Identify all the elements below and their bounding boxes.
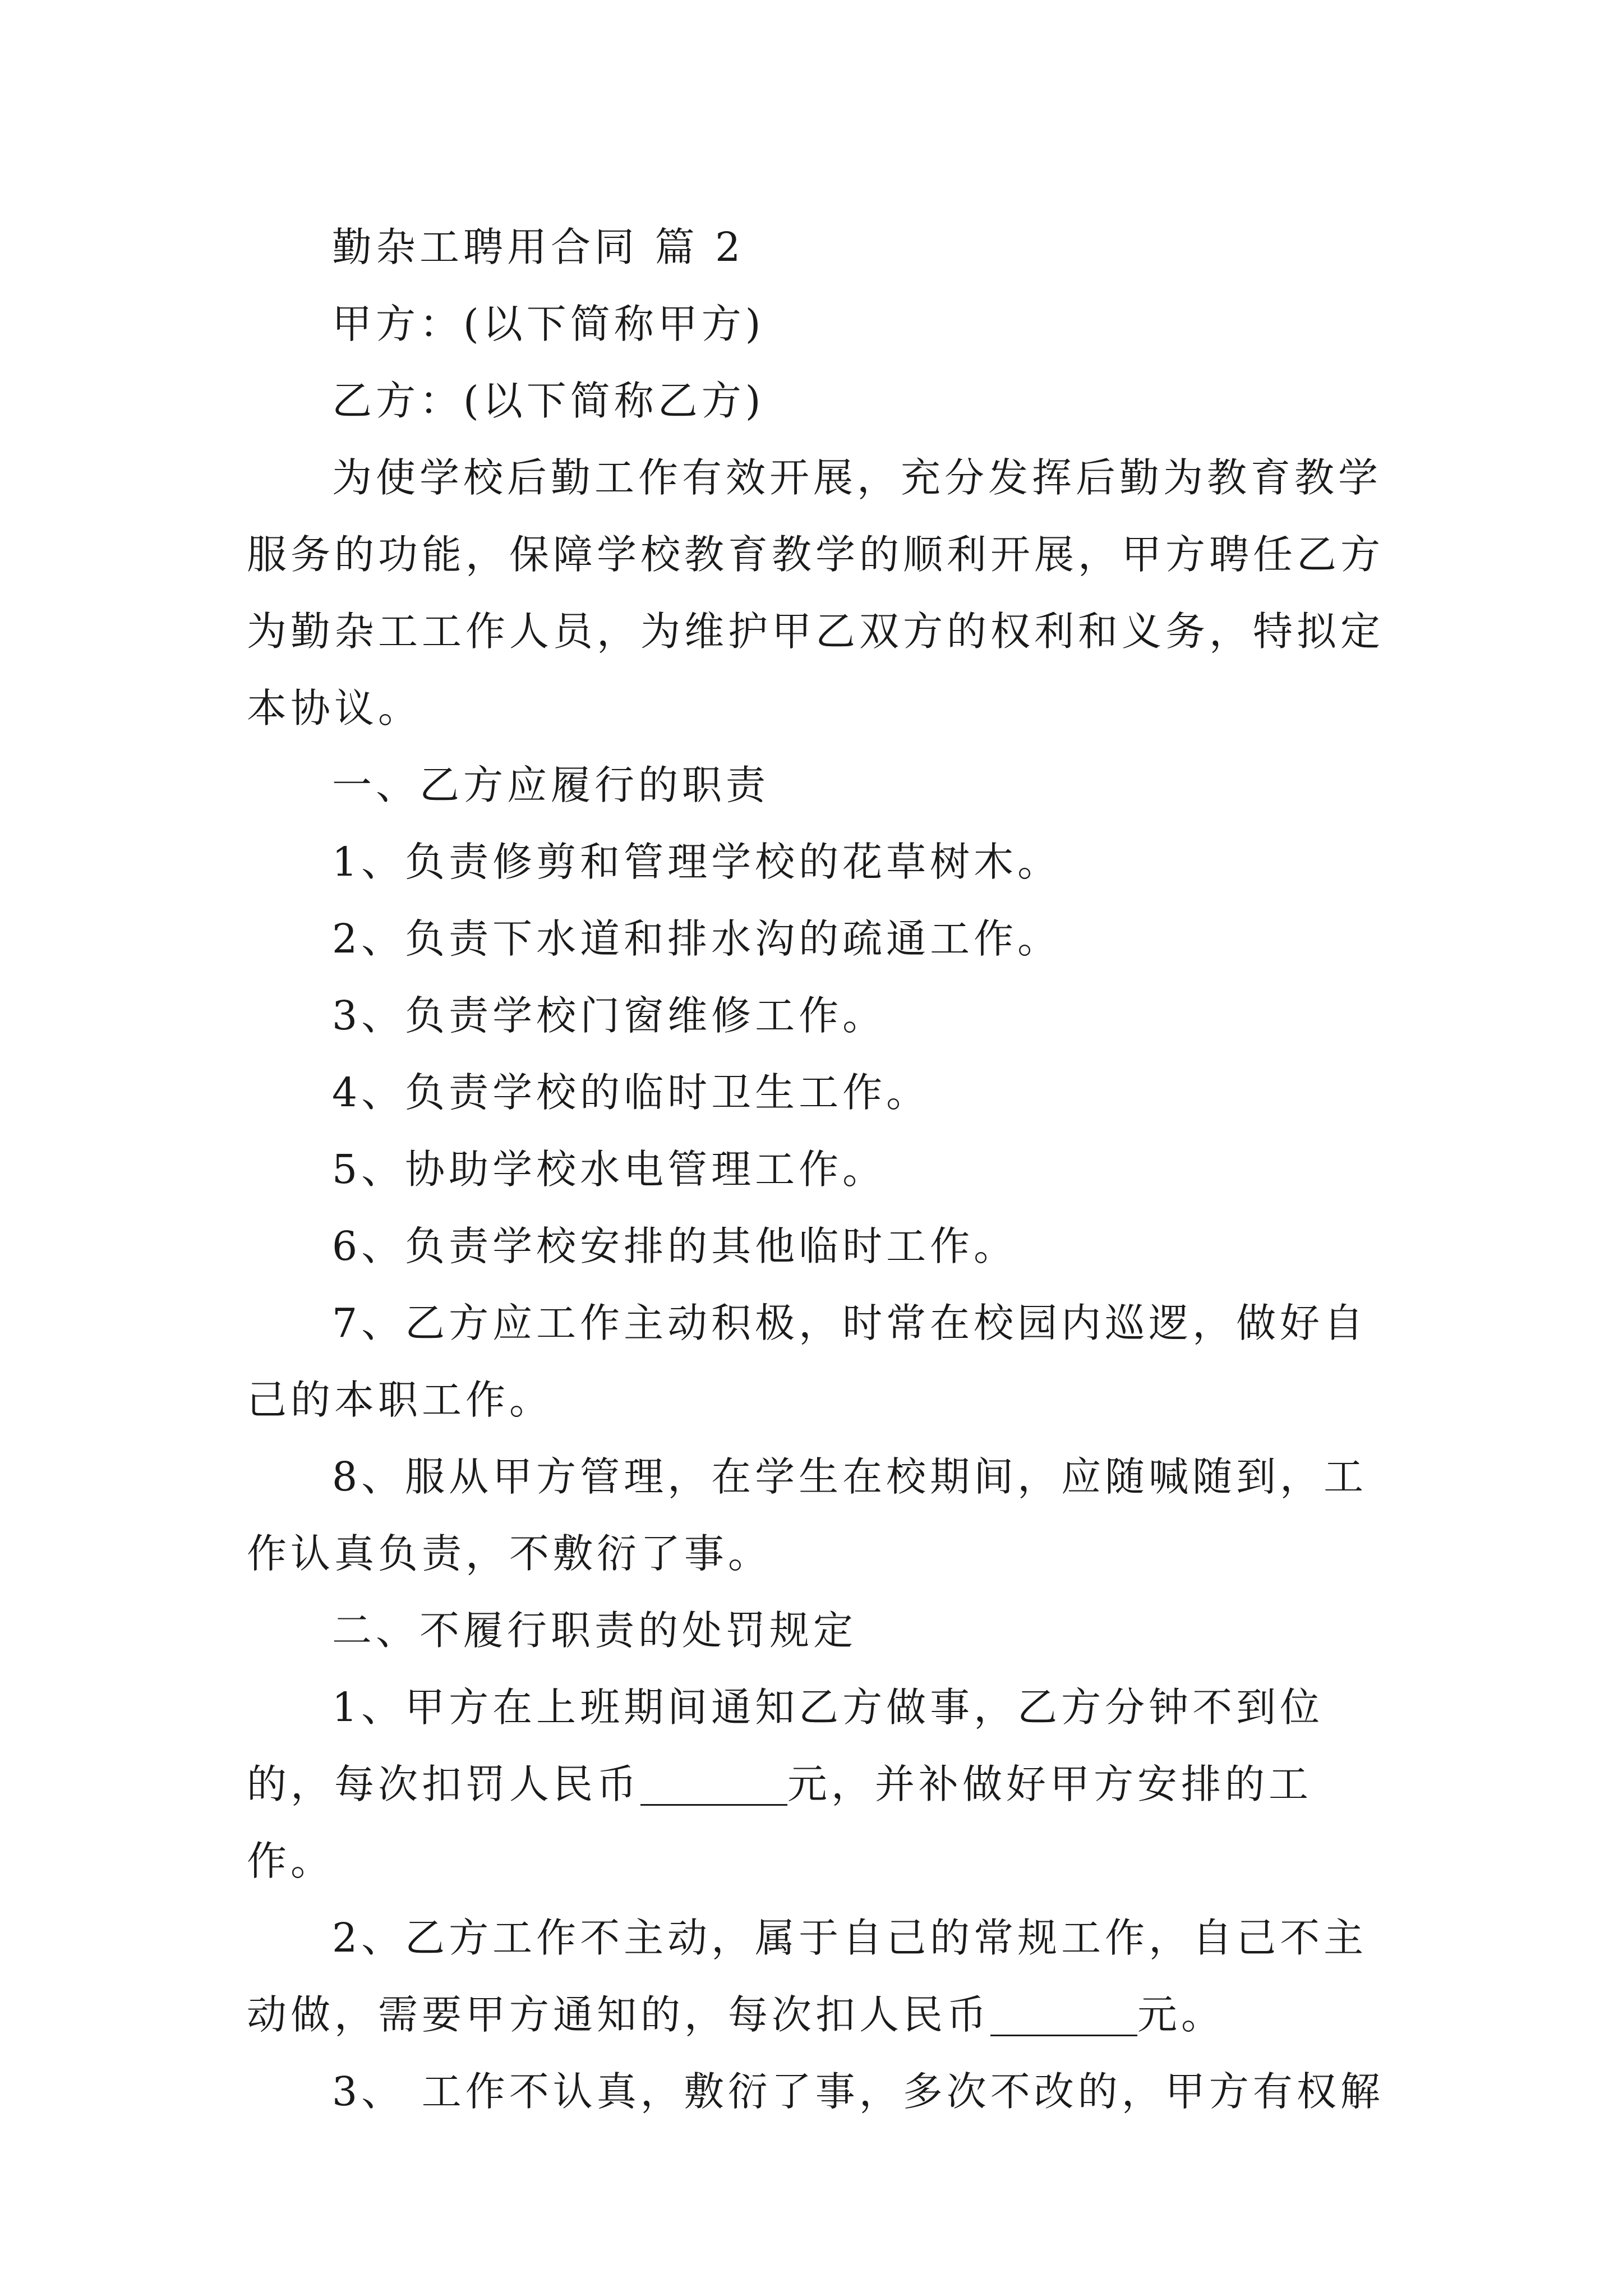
duty-item: 2、负责下水道和排水沟的疏通工作。 bbox=[332, 915, 1062, 962]
duty-item: 6、负责学校安排的其他临时工作。 bbox=[332, 1223, 1018, 1269]
party-b-line: 乙方：(以下简称乙方) bbox=[332, 378, 765, 424]
duty-item: 7、乙方应工作主动积极，时常在校园内巡逻，做好自己的本职工作。 bbox=[247, 1300, 1368, 1423]
penalty-item-1 bbox=[247, 1669, 1391, 1899]
duty-item: 1、负责修剪和管理学校的花草树木。 bbox=[332, 839, 1062, 885]
amount-blank bbox=[990, 1990, 1137, 2036]
penalty-item-3: 3、 工作不认真，敷衍了事，多次不改的，甲方有权解 bbox=[332, 2068, 1384, 2115]
section-heading-duties: 一、乙方应履行的职责 bbox=[332, 762, 770, 808]
penalty-item-2 bbox=[247, 1899, 1391, 2053]
penalty-item-2-suffix: 元。 bbox=[1137, 1991, 1225, 2038]
party-a-line: 甲方：(以下简称甲方) bbox=[332, 301, 765, 347]
penalty-item-1-suffix: 元，并补做好甲方安排的工作。 bbox=[247, 1761, 1313, 1884]
duty-item: 4、负责学校的临时卫生工作。 bbox=[332, 1069, 930, 1116]
document-title: 勤杂工聘用合同 篇 2 bbox=[332, 224, 745, 270]
penalty-item-1-text: 1、甲方在上班期间通知乙方做事，乙方分钟不到位的，每次扣罚人民币 bbox=[247, 1684, 1324, 1807]
duty-item: 8、服从甲方管理，在学生在校期间，应随喊随到，工作认真负责，不敷衍了事。 bbox=[247, 1453, 1368, 1577]
intro-paragraph: 为使学校后勤工作有效开展，充分发挥后勤为教育教学服务的功能，保障学校教育教学的顺利开展，甲方聘任乙方为勤杂工工作人员，为维护甲乙双方的权利和义务，特拟定本协议。 bbox=[247, 454, 1385, 731]
amount-blank bbox=[640, 1759, 787, 1806]
duty-item: 3、负责学校门窗维修工作。 bbox=[332, 992, 887, 1039]
document-body bbox=[247, 209, 1391, 2130]
penalty-item-2-text: 2、乙方工作不主动，属于自己的常规工作，自己不主动做，需要甲方通知的，每次扣人民币 bbox=[247, 1915, 1368, 2038]
duty-item: 5、协助学校水电管理工作。 bbox=[332, 1146, 887, 1193]
section-heading-penalties: 二、不履行职责的处罚规定 bbox=[332, 1607, 857, 1654]
